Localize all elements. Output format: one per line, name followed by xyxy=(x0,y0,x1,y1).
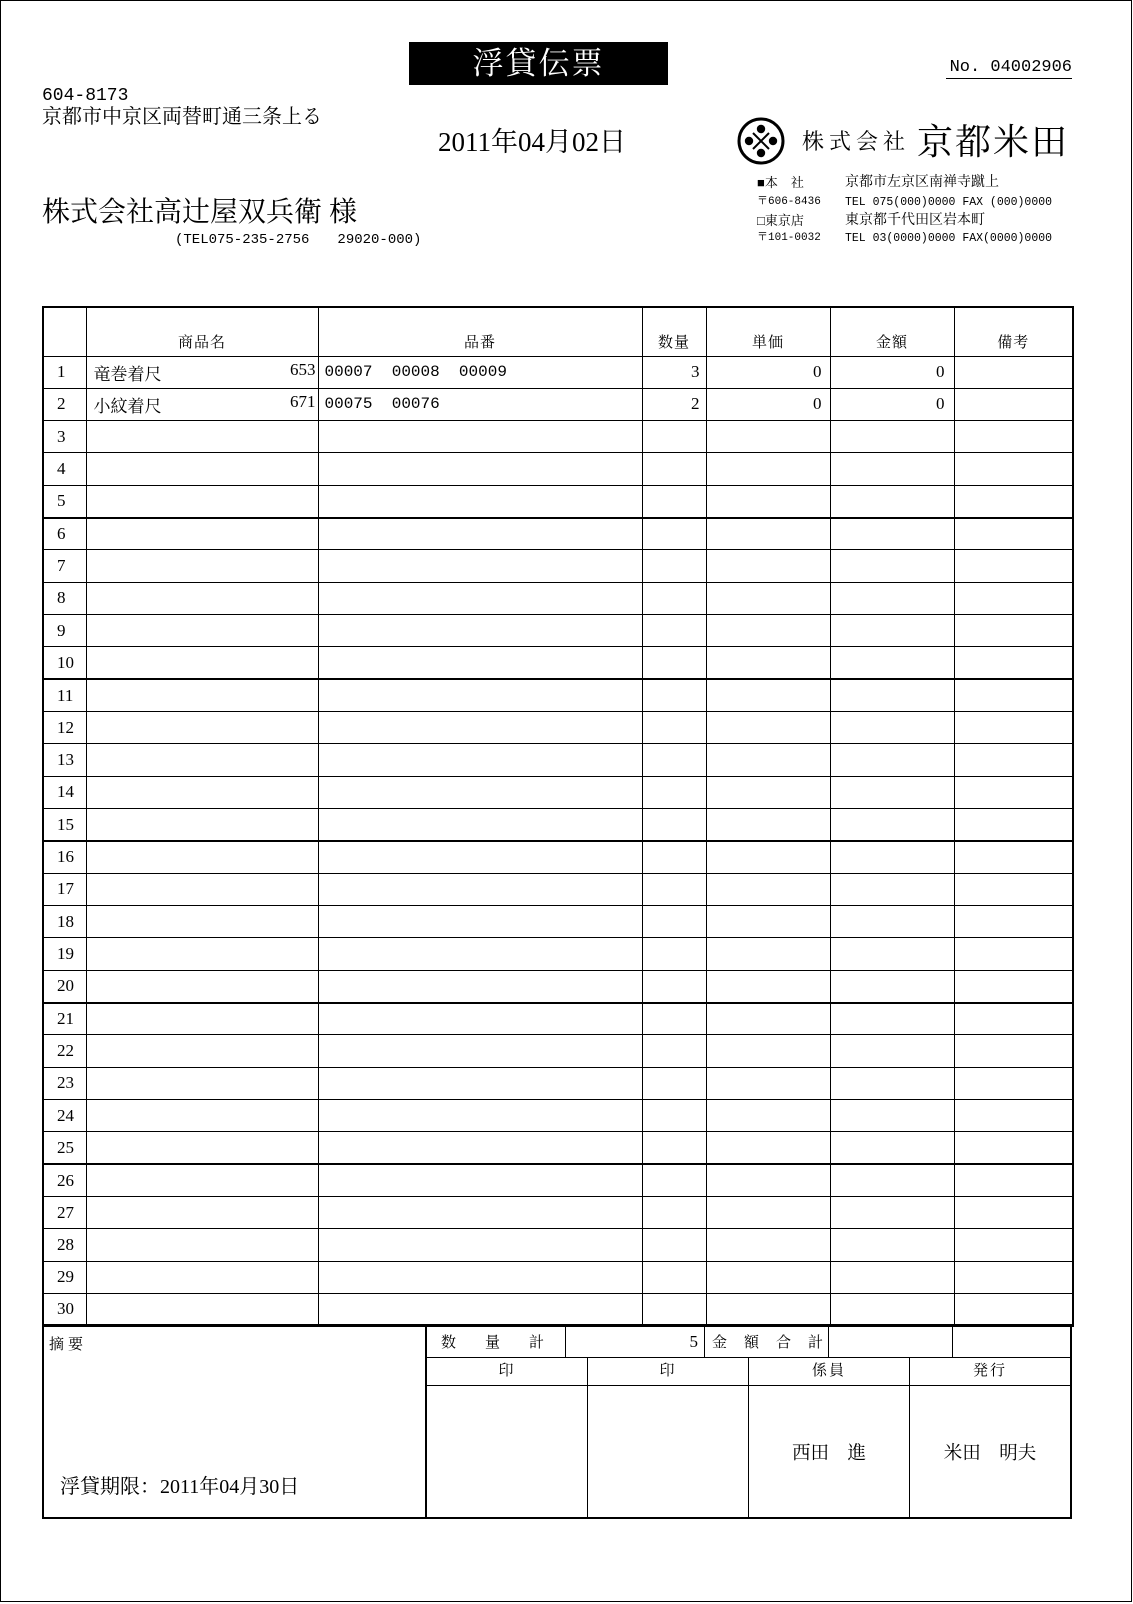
quantity-cell xyxy=(642,906,706,938)
row-number: 4 xyxy=(43,453,86,485)
sender-postal-code: 604-8173 xyxy=(42,86,129,106)
row-number: 11 xyxy=(43,679,86,711)
quantity-cell xyxy=(642,1067,706,1099)
row-number: 21 xyxy=(43,1003,86,1035)
remarks-cell xyxy=(954,809,1073,841)
row-number: 10 xyxy=(43,647,86,679)
remarks-cell xyxy=(954,906,1073,938)
sender-address: 京都市中京区両替町通三条上る xyxy=(42,106,322,128)
row-number: 20 xyxy=(43,970,86,1002)
row-number: 19 xyxy=(43,938,86,970)
amount-cell xyxy=(830,906,954,938)
quantity-cell xyxy=(642,679,706,711)
quantity-cell xyxy=(642,550,706,582)
issuer-area xyxy=(910,1386,1070,1517)
part-numbers-cell xyxy=(318,938,642,970)
table-body xyxy=(43,356,1073,1326)
product-name-cell xyxy=(86,712,318,744)
unit-price-cell xyxy=(706,970,830,1002)
amount-cell: 0 xyxy=(830,356,954,388)
remarks-cell xyxy=(954,776,1073,808)
company-name: 京都米田 xyxy=(917,122,1070,162)
row-number: 1 xyxy=(43,356,86,388)
table-row xyxy=(43,582,1073,614)
remarks-cell xyxy=(954,1261,1073,1293)
table-row xyxy=(43,712,1073,744)
unit-price-cell xyxy=(706,841,830,873)
part-numbers-cell xyxy=(318,1003,642,1035)
quantity-cell xyxy=(642,1100,706,1132)
remarks-cell xyxy=(954,1003,1073,1035)
amount-cell xyxy=(830,550,954,582)
amount-cell xyxy=(830,1197,954,1229)
amount-cell xyxy=(830,421,954,453)
table-row xyxy=(43,356,1073,388)
quantity-cell xyxy=(642,1229,706,1261)
table-row xyxy=(43,873,1073,905)
product-name-cell xyxy=(86,1067,318,1099)
row-number: 18 xyxy=(43,906,86,938)
amount-cell xyxy=(830,1100,954,1132)
quantity-cell xyxy=(642,970,706,1002)
product-name-cell xyxy=(86,388,318,420)
memo-box xyxy=(44,1326,427,1517)
unit-price-cell xyxy=(706,938,830,970)
part-numbers-cell xyxy=(318,1067,642,1099)
unit-price-cell xyxy=(706,809,830,841)
part-numbers-cell xyxy=(318,1294,642,1326)
row-number: 25 xyxy=(43,1132,86,1164)
table-row xyxy=(43,615,1073,647)
table-row xyxy=(43,906,1073,938)
table-row xyxy=(43,485,1073,517)
seal-area xyxy=(427,1386,587,1517)
part-numbers-cell xyxy=(318,518,642,550)
tokyo-office-address: 東京都千代田区岩本町 xyxy=(845,213,985,228)
amount-cell xyxy=(830,744,954,776)
remarks-cell xyxy=(954,518,1073,550)
table-row xyxy=(43,1197,1073,1229)
table-row xyxy=(43,1003,1073,1035)
remarks-cell xyxy=(954,1067,1073,1099)
family-crest-icon xyxy=(736,116,786,166)
part-numbers-cell xyxy=(318,615,642,647)
part-numbers-cell xyxy=(318,873,642,905)
table-row xyxy=(43,421,1073,453)
product-code: 671 xyxy=(290,391,316,411)
product-name-cell xyxy=(86,841,318,873)
row-number: 9 xyxy=(43,615,86,647)
seal-label: 印 xyxy=(588,1358,748,1386)
product-name-cell xyxy=(86,1100,318,1132)
product-name-cell xyxy=(86,744,318,776)
quantity-cell xyxy=(642,1164,706,1196)
part-numbers-cell xyxy=(318,906,642,938)
part-numbers-cell: 00007 00008 00009 xyxy=(318,356,642,388)
amount-cell xyxy=(830,970,954,1002)
quantity-cell xyxy=(642,518,706,550)
quantity-cell xyxy=(642,712,706,744)
product-code: 653 xyxy=(290,359,316,379)
amount-cell xyxy=(830,1164,954,1196)
unit-price-cell xyxy=(706,1294,830,1326)
row-number: 16 xyxy=(43,841,86,873)
table-row xyxy=(43,809,1073,841)
unit-price-cell xyxy=(706,873,830,905)
product-name-cell xyxy=(86,776,318,808)
head-office-address: 京都市左京区南禅寺蹴上 xyxy=(845,175,999,190)
head-office-phone: TEL 075(000)0000 FAX (000)0000 xyxy=(845,196,1053,209)
product-name-cell xyxy=(86,1294,318,1326)
remarks-cell xyxy=(954,970,1073,1002)
row-number: 22 xyxy=(43,1035,86,1067)
quantity-cell xyxy=(642,1197,706,1229)
amount-cell xyxy=(830,809,954,841)
row-number: 14 xyxy=(43,776,86,808)
amount-cell xyxy=(830,453,954,485)
unit-price-cell xyxy=(706,647,830,679)
product-name-cell xyxy=(86,873,318,905)
unit-price-cell: 0 xyxy=(706,388,830,420)
unit-price-cell xyxy=(706,615,830,647)
part-numbers-cell xyxy=(318,647,642,679)
quantity-cell xyxy=(642,776,706,808)
product-name-cell xyxy=(86,615,318,647)
unit-price-cell xyxy=(706,582,830,614)
row-number: 27 xyxy=(43,1197,86,1229)
unit-price-cell xyxy=(706,485,830,517)
header-quantity: 数量 xyxy=(642,307,706,356)
seal-box xyxy=(427,1358,588,1517)
table-row xyxy=(43,1132,1073,1164)
remarks-cell xyxy=(954,1035,1073,1067)
remarks-cell xyxy=(954,873,1073,905)
staff-area xyxy=(749,1386,909,1517)
amount-cell xyxy=(830,485,954,517)
unit-price-cell xyxy=(706,744,830,776)
quantity-cell xyxy=(642,1261,706,1293)
seal-box xyxy=(588,1358,749,1517)
row-number: 8 xyxy=(43,582,86,614)
remarks-cell xyxy=(954,1229,1073,1261)
unit-price-cell xyxy=(706,1261,830,1293)
header-product-name: 商品名 xyxy=(86,307,318,356)
table-row xyxy=(43,776,1073,808)
table-row xyxy=(43,647,1073,679)
part-numbers-cell xyxy=(318,1132,642,1164)
issuer-box xyxy=(910,1358,1070,1517)
product-name-cell xyxy=(86,1197,318,1229)
part-numbers-cell xyxy=(318,1261,642,1293)
remarks-cell xyxy=(954,938,1073,970)
table-row xyxy=(43,1067,1073,1099)
table-row xyxy=(43,453,1073,485)
customer-name: 株式会社高辻屋双兵衛 様 xyxy=(42,197,358,228)
quantity-cell xyxy=(642,485,706,517)
unit-price-cell xyxy=(706,1132,830,1164)
issuer-label: 発行 xyxy=(910,1358,1070,1386)
product-name-cell xyxy=(86,938,318,970)
unit-price-cell xyxy=(706,1164,830,1196)
table-row xyxy=(43,1229,1073,1261)
amount-cell xyxy=(830,776,954,808)
row-number: 26 xyxy=(43,1164,86,1196)
approval-stamps xyxy=(427,1358,1070,1517)
table-row xyxy=(43,679,1073,711)
issuer-name: 米田 明夫 xyxy=(943,1443,1037,1464)
row-number: 23 xyxy=(43,1067,86,1099)
tokyo-office-label: □東京店 xyxy=(757,213,804,228)
product-name-cell xyxy=(86,582,318,614)
unit-price-cell xyxy=(706,679,830,711)
items-table xyxy=(42,306,1074,1327)
part-numbers-cell xyxy=(318,550,642,582)
part-numbers-cell xyxy=(318,970,642,1002)
part-numbers-cell xyxy=(318,809,642,841)
remarks-cell xyxy=(954,1100,1073,1132)
tokyo-office-postal: 〒101-0032 xyxy=(757,232,821,244)
slip-number: No. 04002906 xyxy=(946,58,1072,79)
table-row xyxy=(43,1294,1073,1326)
quantity-cell: 3 xyxy=(642,356,706,388)
quantity-cell xyxy=(642,1003,706,1035)
remarks-cell xyxy=(954,485,1073,517)
part-numbers-cell xyxy=(318,841,642,873)
row-number: 12 xyxy=(43,712,86,744)
part-numbers-cell xyxy=(318,1100,642,1132)
table-row xyxy=(43,1100,1073,1132)
unit-price-cell xyxy=(706,1003,830,1035)
header-blank xyxy=(43,307,86,356)
amount-cell xyxy=(830,1003,954,1035)
row-number: 28 xyxy=(43,1229,86,1261)
company-prefix: 株式会社 xyxy=(802,129,911,154)
seal-label: 印 xyxy=(427,1358,587,1386)
quantity-cell xyxy=(642,615,706,647)
remarks-cell xyxy=(954,1132,1073,1164)
header-part-numbers: 品番 xyxy=(318,307,642,356)
remarks-cell xyxy=(954,356,1073,388)
remarks-cell xyxy=(954,647,1073,679)
product-name-cell xyxy=(86,421,318,453)
row-number: 15 xyxy=(43,809,86,841)
product-name-cell xyxy=(86,1003,318,1035)
summary-section xyxy=(42,1324,1072,1519)
part-numbers-cell xyxy=(318,453,642,485)
product-name-cell xyxy=(86,518,318,550)
row-number: 30 xyxy=(43,1294,86,1326)
amount-cell xyxy=(830,712,954,744)
amount-cell xyxy=(830,615,954,647)
quantity-cell xyxy=(642,1132,706,1164)
memo-label: 摘要 xyxy=(49,1337,88,1353)
loan-deadline: 浮貸期限：2011年04月30日 xyxy=(60,1476,300,1498)
part-numbers-cell xyxy=(318,712,642,744)
remarks-cell xyxy=(954,421,1073,453)
part-numbers-cell xyxy=(318,1229,642,1261)
unit-price-cell xyxy=(706,421,830,453)
quantity-cell xyxy=(642,1294,706,1326)
amount-cell xyxy=(830,1229,954,1261)
table-row xyxy=(43,938,1073,970)
amount-cell xyxy=(830,647,954,679)
product-name: 竜巻着尺 xyxy=(93,364,162,384)
unit-price-cell xyxy=(706,518,830,550)
product-name-cell xyxy=(86,647,318,679)
customer-contact: (TEL075-235-2756 29020-000) xyxy=(175,232,422,248)
table-header-row xyxy=(43,307,1073,356)
row-number: 29 xyxy=(43,1261,86,1293)
remarks-cell xyxy=(954,744,1073,776)
unit-price-cell xyxy=(706,550,830,582)
product-name-cell xyxy=(86,679,318,711)
part-numbers-cell xyxy=(318,421,642,453)
product-name-cell xyxy=(86,1035,318,1067)
product-name-cell xyxy=(86,1229,318,1261)
amount-cell xyxy=(830,841,954,873)
product-name-cell xyxy=(86,1164,318,1196)
row-number: 24 xyxy=(43,1100,86,1132)
quantity-cell xyxy=(642,453,706,485)
product-name-cell xyxy=(86,550,318,582)
amount-total-label: 金 額 合 計 xyxy=(705,1326,829,1357)
product-name: 小紋着尺 xyxy=(93,396,162,416)
staff-box xyxy=(749,1358,910,1517)
quantity-cell xyxy=(642,1035,706,1067)
amount-cell xyxy=(830,1035,954,1067)
row-number: 6 xyxy=(43,518,86,550)
quantity-cell xyxy=(642,744,706,776)
amount-cell xyxy=(830,518,954,550)
seal-area xyxy=(588,1386,748,1517)
quantity-cell xyxy=(642,647,706,679)
quantity-total-label: 数 量 計 xyxy=(427,1326,566,1357)
part-numbers-cell xyxy=(318,582,642,614)
unit-price-cell xyxy=(706,1100,830,1132)
header-remarks: 備考 xyxy=(954,307,1073,356)
unit-price-cell xyxy=(706,1229,830,1261)
totals-row xyxy=(427,1326,1070,1358)
table-row xyxy=(43,1164,1073,1196)
amount-cell xyxy=(830,1261,954,1293)
amount-cell xyxy=(830,1132,954,1164)
header-unit-price: 単価 xyxy=(706,307,830,356)
table-row xyxy=(43,744,1073,776)
table-row xyxy=(43,518,1073,550)
remarks-cell xyxy=(954,1294,1073,1326)
row-number: 13 xyxy=(43,744,86,776)
product-name-cell xyxy=(86,356,318,388)
amount-cell xyxy=(830,1294,954,1326)
amount-total-value xyxy=(829,1326,953,1357)
part-numbers-cell xyxy=(318,679,642,711)
remarks-cell xyxy=(954,388,1073,420)
product-name-cell xyxy=(86,970,318,1002)
tokyo-office-phone: TEL 03(0000)0000 FAX(0000)0000 xyxy=(845,232,1053,245)
part-numbers-cell xyxy=(318,744,642,776)
table-row xyxy=(43,841,1073,873)
remarks-cell xyxy=(954,582,1073,614)
quantity-cell xyxy=(642,421,706,453)
unit-price-cell xyxy=(706,1067,830,1099)
amount-cell xyxy=(830,873,954,905)
remarks-cell xyxy=(954,841,1073,873)
amount-cell xyxy=(830,1067,954,1099)
staff-label: 係員 xyxy=(749,1358,909,1386)
product-name-cell xyxy=(86,453,318,485)
remarks-cell xyxy=(954,615,1073,647)
row-number: 7 xyxy=(43,550,86,582)
unit-price-cell xyxy=(706,906,830,938)
table-row xyxy=(43,550,1073,582)
document-title: 浮貸伝票 xyxy=(409,42,668,85)
quantity-total-value: 5 xyxy=(566,1326,705,1357)
row-number: 3 xyxy=(43,421,86,453)
part-numbers-cell xyxy=(318,1035,642,1067)
unit-price-cell xyxy=(706,1197,830,1229)
product-name-cell xyxy=(86,809,318,841)
staff-name: 西田 進 xyxy=(791,1443,866,1464)
unit-price-cell xyxy=(706,776,830,808)
remarks-cell xyxy=(954,712,1073,744)
part-numbers-cell: 00075 00076 xyxy=(318,388,642,420)
unit-price-cell xyxy=(706,712,830,744)
remarks-cell xyxy=(954,453,1073,485)
unit-price-cell xyxy=(706,453,830,485)
amount-cell xyxy=(830,679,954,711)
quantity-cell xyxy=(642,809,706,841)
row-number: 17 xyxy=(43,873,86,905)
product-name-cell xyxy=(86,485,318,517)
table-row xyxy=(43,970,1073,1002)
unit-price-cell xyxy=(706,1035,830,1067)
part-numbers-cell xyxy=(318,1197,642,1229)
quantity-cell xyxy=(642,841,706,873)
table-row xyxy=(43,1261,1073,1293)
table-row xyxy=(43,1035,1073,1067)
table-row xyxy=(43,388,1073,420)
remarks-cell xyxy=(954,1197,1073,1229)
amount-cell xyxy=(830,582,954,614)
head-office-label: ■本 社 xyxy=(757,175,804,190)
part-numbers-cell xyxy=(318,776,642,808)
totals-blank-cell xyxy=(953,1326,1070,1357)
quantity-cell xyxy=(642,938,706,970)
quantity-cell xyxy=(642,582,706,614)
unit-price-cell: 0 xyxy=(706,356,830,388)
row-number: 2 xyxy=(43,388,86,420)
amount-cell: 0 xyxy=(830,388,954,420)
row-number: 5 xyxy=(43,485,86,517)
part-numbers-cell xyxy=(318,1164,642,1196)
product-name-cell xyxy=(86,906,318,938)
remarks-cell xyxy=(954,1164,1073,1196)
head-office-postal: 〒606-8436 xyxy=(757,196,821,208)
amount-cell xyxy=(830,938,954,970)
remarks-cell xyxy=(954,550,1073,582)
quantity-cell: 2 xyxy=(642,388,706,420)
product-name-cell xyxy=(86,1132,318,1164)
header-amount: 金額 xyxy=(830,307,954,356)
issue-date: 2011年04月02日 xyxy=(438,127,626,157)
remarks-cell xyxy=(954,679,1073,711)
quantity-cell xyxy=(642,873,706,905)
product-name-cell xyxy=(86,1261,318,1293)
part-numbers-cell xyxy=(318,485,642,517)
